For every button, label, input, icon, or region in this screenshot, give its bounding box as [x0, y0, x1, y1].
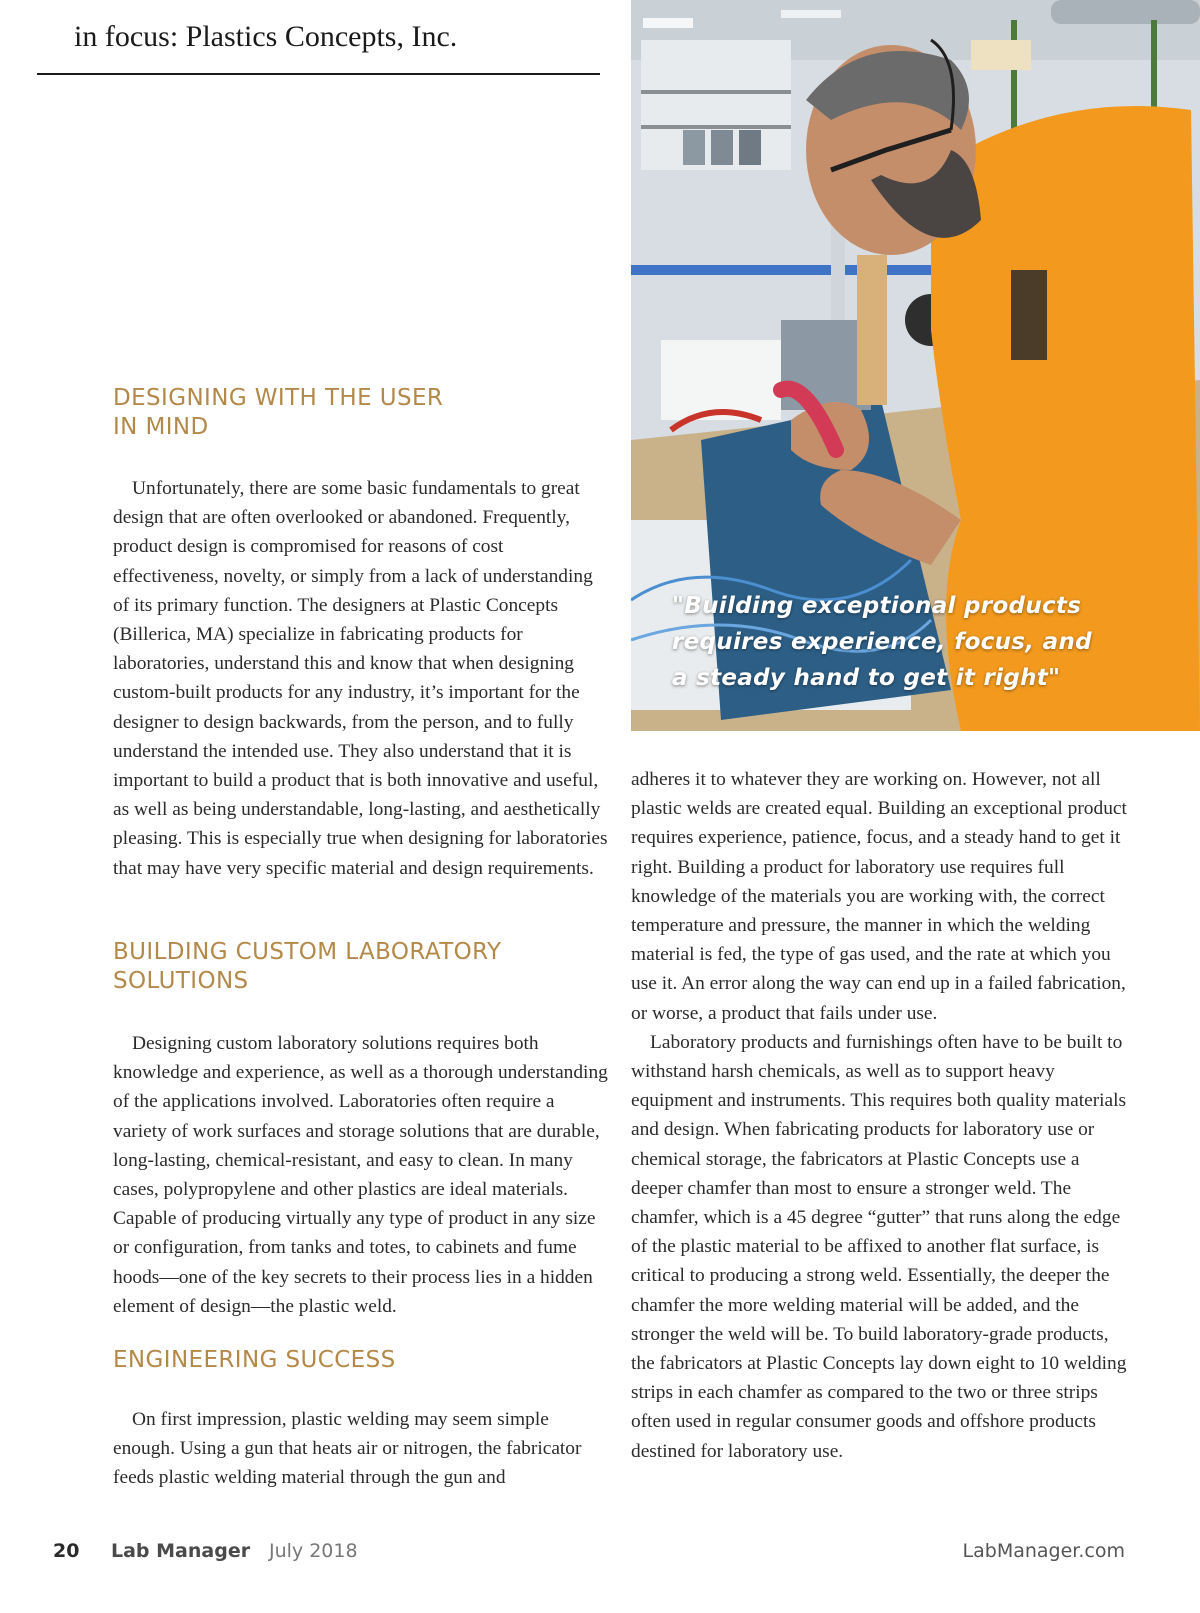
section-heading-engineering: ENGINEERING SUCCESS: [113, 1347, 396, 1373]
paragraph: Laboratory products and furnishings often have to be built to withstand harsh chemicals, as well as to support heavy equipment and instruments. This requires both quality materials and design. When fabricating products for laboratory use or chemical storage, the fabricators at Plastic Concepts use a deeper chamfer than most to ensure a stronger weld. The chamfer, which is a 45 degree “gutter” that runs along the edge of the plastic material to be affixed to another flat surface, is critical to producing a strong weld. Essentially, the deeper the chamfer the more welding material will be added, and the stronger the weld will be. To build laboratory-grade products, the fabricators at Plastic Concepts lay down eight to 10 welding strips in each chamfer as compared to the two or three strips often used in regular consumer goods and offshore products destined for laboratory use.: [631, 1031, 1127, 1462]
page-number: 20: [53, 1540, 80, 1562]
paragraph: Unfortunately, there are some basic fundamentals to great design that are often overlooked or abandoned. Frequently, product design is compromised for reasons of cost effectiveness, novelty, or simply from a lack of understanding of its primary function. The designers at Plastic Concepts (Billerica, MA) specialize in fabricating products for laboratories, understand this and know that when designing custom-built products for any industry, it’s important for the designer to design backwards, from the person, and to fully understand the intended use. They also understand that it is important to build a product that is both innovative and useful, as well as being understandable, long-lasting, and aesthetically pleasing. This is especially true when designing for laboratories that may have very specific material and design requirements.: [113, 478, 608, 879]
paragraph: Designing custom laboratory solutions requires both knowledge and experience, as well as a thorough understanding of the applications involved. Laboratories often require a variety of work surfaces and storage solutions that are durable, long-lasting, chemical-resistant, and easy to clean. In many cases, polypropylene and other plastics are ideal materials. Capable of producing virtually any type of product in any size or configuration, from tanks and totes, to cabinets and fume hoods—one of the key secrets to their process lies in a hidden element of design—the plastic weld.: [113, 1033, 608, 1317]
magazine-name: Lab Manager: [111, 1540, 251, 1562]
right-column-body: [631, 765, 1131, 1466]
issue-date: July 2018: [269, 1540, 358, 1562]
header-rule: [37, 73, 600, 75]
pull-quote: "Building exceptional products requires experience, focus, and a steady hand to get it right": [672, 593, 1092, 691]
section-body-engineering: [113, 1405, 611, 1493]
paragraph: adheres it to whatever they are working on. However, not all plastic welds are created equal. Building an exceptional product requires experience, patience, focus, and a steady hand to get it right. Building a product for laboratory use requires full knowledge of the materials you are working with, the correct temperature and pressure, the manner in which the welding material is fed, the type of gas used, and the rate at which you use it. An error along the way can end up in a failed fabrication, or worse, a product that fails under use.: [631, 769, 1127, 1024]
section-heading-designing: DESIGNING WITH THE USER IN MIND: [113, 385, 444, 440]
section-body-designing: [113, 474, 611, 883]
website-link[interactable]: LabManager.com: [962, 1540, 1125, 1562]
running-header: in focus: Plastics Concepts, Inc.: [74, 20, 458, 53]
paragraph: On first impression, plastic welding may seem simple enough. Using a gun that heats air or nitrogen, the fabricator feeds plastic welding material through the gun and: [113, 1409, 582, 1489]
section-body-building: [113, 1029, 611, 1321]
section-heading-building: BUILDING CUSTOM LABORATORY SOLUTIONS: [113, 939, 502, 994]
